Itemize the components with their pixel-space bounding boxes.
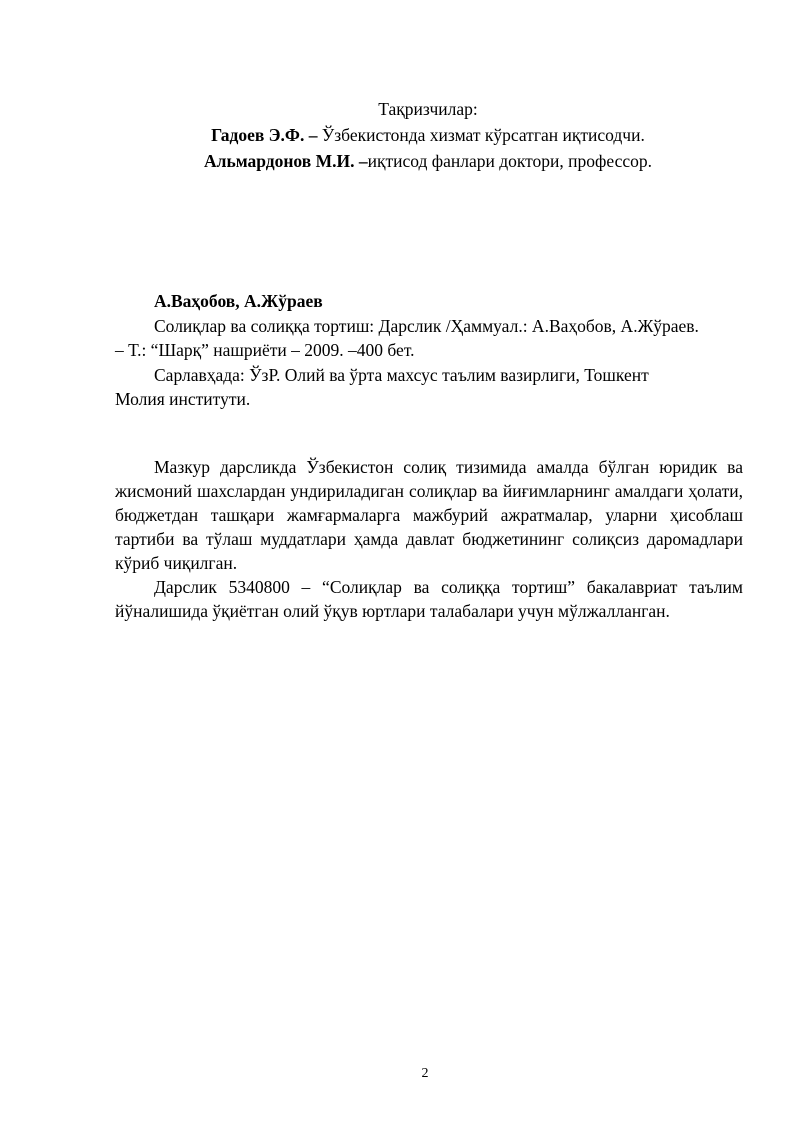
bibliographic-record (115, 289, 743, 412)
biblio-line-3: Сарлавҳада: ЎзР. Олий ва ўрта махсус таълим вазирлиги, Тошкент (154, 364, 649, 385)
reviewer-name: Гадоев Э.Ф. – (211, 125, 318, 145)
biblio-authors (115, 289, 743, 314)
reviewer-line (0, 122, 800, 148)
reviewer-description: иқтисод фанлари доктори, профессор. (367, 151, 652, 171)
abstract-paragraph: Дарслик 5340800 – “Солиқлар ва солиққа тортиш” бакалавриат таълим йўналишида ўқиётган олий ўқув юртлари талабалари учун мўлжалланган. (115, 577, 743, 621)
biblio-line-2: – Т.: “Шарқ” нашриёти – 2009. –400 бет. (115, 340, 415, 360)
reviewers-block (0, 96, 800, 174)
reviewers-title: Тақризчилар: (378, 99, 478, 119)
authors-text: А.Ваҳобов, А.Жўраев (154, 291, 323, 311)
abstract-paragraph: Мазкур дарсликда Ўзбекистон солиқ тизимида амалда бўлган юридик ва жисмоний шахслардан ундириладиган солиқлар ва йиғимларнинг амалдаги ҳолати, бюджетдан ташқари жамғармаларга мажбурий ажратмалар, уларни ҳисоблаш тартиби ва тўлаш муддатлари ҳамда давлат бюджетининг солиқсиз даромадлари кўриб чиқилган. (115, 457, 743, 573)
biblio-line-4: Молия институти. (115, 389, 251, 409)
page-number: 2 (421, 1066, 429, 1081)
reviewer-description: Ўзбекистонда хизмат кўрсатган иқтисодчи. (317, 125, 645, 145)
reviewer-line (0, 148, 800, 174)
biblio-line-1: Солиқлар ва солиққа тортиш: Дарслик /Ҳаммуал.: А.Ваҳобов, А.Жўраев. (154, 315, 699, 336)
reviewer-name: Альмардонов М.И. – (203, 151, 368, 171)
abstract-block (115, 455, 743, 623)
